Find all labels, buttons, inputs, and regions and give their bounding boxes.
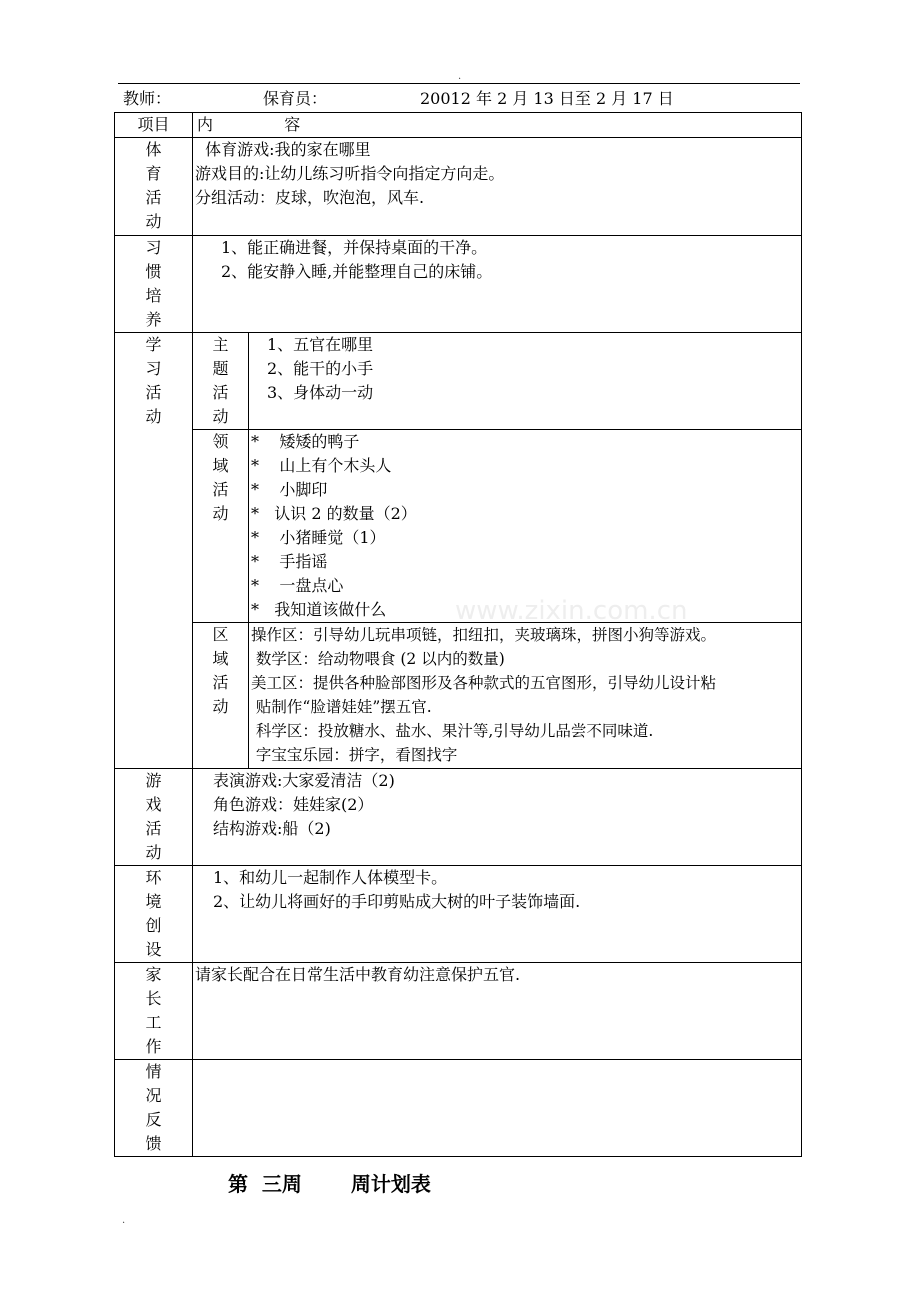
page-dot-bottom: . bbox=[122, 1215, 126, 1226]
header-content-cell: 内 容 bbox=[193, 113, 802, 138]
section-row-habits bbox=[115, 236, 802, 333]
subsection-title-theme: 主 题 活 动 bbox=[193, 333, 249, 430]
section-title-games: 游 戏 活 动 bbox=[115, 769, 193, 866]
section-row-environment bbox=[115, 866, 802, 963]
subsection-content-theme: 1、五官在哪里 2、能干的小手 3、身体动一动 bbox=[249, 333, 802, 430]
week-label: 第 三周 bbox=[228, 1172, 302, 1196]
header-rule bbox=[118, 83, 800, 84]
list-item: * 一盘点心 bbox=[251, 576, 344, 595]
date-range: 20012 年 2 月 13 日至 2 月 17 日 bbox=[420, 89, 674, 108]
section-title-feedback: 情 况 反 馈 bbox=[115, 1060, 193, 1157]
watermark: www.zixin.com.cn bbox=[455, 596, 688, 626]
section-row-feedback bbox=[115, 1060, 802, 1157]
list-item: * 我知道该做什么 bbox=[251, 600, 387, 619]
weekly-plan-table bbox=[114, 112, 802, 1157]
page-dot-top: . bbox=[458, 71, 462, 82]
section-title-learning: 学 习 活 动 bbox=[115, 333, 193, 769]
subsection-content-zone: 操作区：引导幼儿玩串项链，扣纽扣，夹玻璃珠，拼图小狗等游戏。 数学区：给动物喂食 (2 以内的数量) 美工区：提供各种脸部图形及各种款式的五官图形，引导幼儿设计粘 贴制作“脸谱娃娃”摆五官. 科学区：投放糖水、盐水、果汁等,引导幼儿品尝不同味道. 字宝宝乐园：拼字，看图找字 bbox=[249, 623, 802, 769]
section-content-habits: 1、能正确进餐，并保持桌面的干净。 2、能安静入睡,并能整理自己的床铺。 bbox=[193, 236, 802, 333]
list-item: * 山上有个木头人 bbox=[251, 456, 392, 475]
subsection-title-domain: 领 域 活 动 bbox=[193, 430, 249, 623]
teacher-label: 教师： bbox=[123, 89, 172, 108]
subsection-content-domain bbox=[249, 430, 802, 623]
header-item-cell: 项目 bbox=[115, 113, 193, 138]
list-item: * 手指谣 bbox=[251, 552, 328, 571]
section-row-parents bbox=[115, 963, 802, 1060]
section-content-sports: 体育游戏:我的家在哪里 游戏目的:让幼儿练习听指令向指定方向走。 分组活动：皮球，吹泡泡，风车. bbox=[193, 138, 802, 236]
section-title-sports: 体 育 活 动 bbox=[115, 138, 193, 236]
section-title-environment: 环 境 创 设 bbox=[115, 866, 193, 963]
section-title-parents: 家 长 工 作 bbox=[115, 963, 193, 1060]
section-row-learning-zone bbox=[115, 623, 802, 769]
section-content-feedback bbox=[193, 1060, 802, 1157]
subsection-title-zone: 区 域 活 动 bbox=[193, 623, 249, 769]
list-item: * 小猪睡觉（1） bbox=[251, 528, 386, 547]
section-row-games bbox=[115, 769, 802, 866]
section-row-learning-domain bbox=[115, 430, 802, 623]
list-item: * 矮矮的鸭子 bbox=[251, 432, 360, 451]
list-item: * 认识 2 的数量（2） bbox=[251, 504, 417, 523]
section-title-habits: 习 惯 培 养 bbox=[115, 236, 193, 333]
section-row-learning-theme bbox=[115, 333, 802, 430]
table-header-row bbox=[115, 113, 802, 138]
section-content-environment: 1、和幼儿一起制作人体模型卡。 2、让幼儿将画好的手印剪贴成大树的叶子装饰墙面. bbox=[193, 866, 802, 963]
page-footer-title bbox=[228, 1168, 431, 1197]
caregiver-label: 保育员： bbox=[263, 89, 328, 108]
section-content-games: 表演游戏:大家爱清洁（2) 角色游戏：娃娃家(2） 结构游戏:船（2) bbox=[193, 769, 802, 866]
list-item: * 小脚印 bbox=[251, 480, 328, 499]
section-content-parents: 请家长配合在日常生活中教育幼注意保护五官. bbox=[193, 963, 802, 1060]
plan-title: 周计划表 bbox=[350, 1172, 431, 1196]
section-row-sports bbox=[115, 138, 802, 236]
